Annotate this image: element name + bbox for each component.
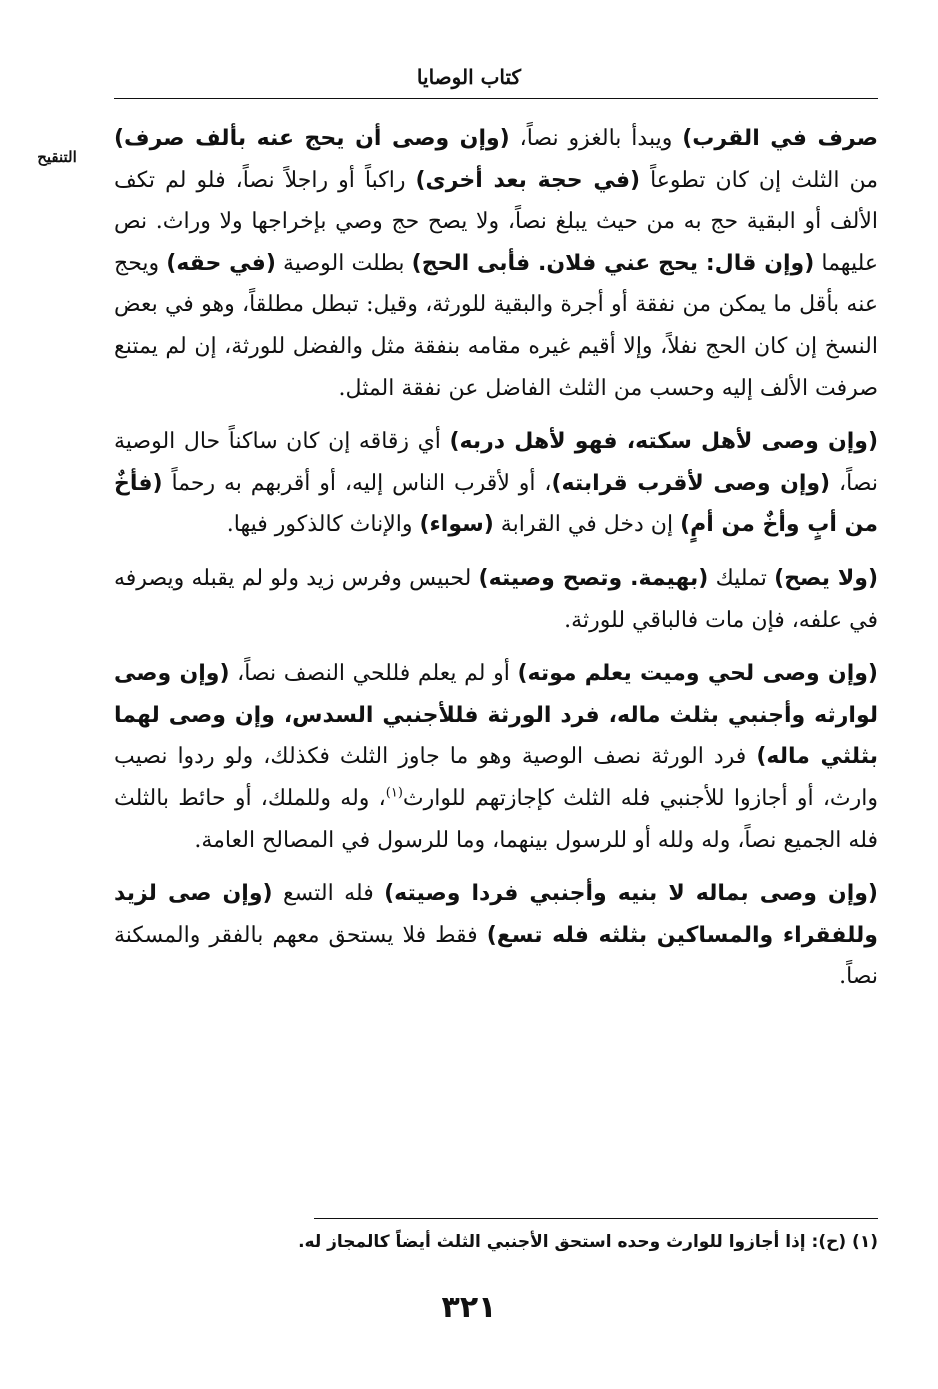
matn-text: (وإن قال: يحج عني فلان. فأبى الحج)	[411, 250, 815, 276]
paragraph	[114, 118, 878, 409]
commentary-text: فقط فلا يستحق معهم بالفقر والمسكنة نصاً.	[114, 922, 878, 990]
matn-text: (وإن وصى لأهل سكته، فهو لأهل دربه)	[449, 429, 879, 455]
commentary-text: ويبدأ بالغزو نصاً،	[509, 126, 683, 151]
footnote: (١) (ح): إذا أجازوا للوارث وحده استحق الأجنبي الثلث أيضاً كالمجاز له.	[298, 1232, 878, 1252]
page-number: ٣٢١	[441, 1290, 497, 1325]
commentary-text: والإناث كالذكور فيها.	[226, 512, 420, 538]
matn-text: (ولا يصح)	[774, 565, 878, 591]
commentary-text: أو لم يعلم فللحي النصف نصاً،	[229, 661, 518, 687]
matn-text: (في حقه)	[166, 250, 276, 276]
matn-text: صرف في القرب)	[682, 126, 879, 151]
matn-text: (وإن وصى لوارثه وأجنبي بثلث ماله، فرد الورثة فللأجنبي السدس، وإن وصى لهما بثلثي ماله)	[114, 661, 878, 770]
paragraph	[114, 558, 878, 641]
matn-text: (في حجة بعد أخرى)	[415, 167, 641, 193]
matn-text: (وإن وصى أن يحج عنه بألف صرف)	[114, 126, 510, 151]
main-text-body	[114, 118, 878, 1010]
matn-text: (فأخٌ من أبٍ وأخٌ من أمٍ)	[114, 470, 878, 538]
commentary-text: راكباً أو راجلاً نصاً، فلو لم تكف الألف أو البقية حج به من حيث يبلغ نصاً، ولا يصح حج وصي بإخراجها ولا وراث. نص عليهما	[114, 167, 878, 276]
paragraph	[114, 653, 878, 861]
commentary-text: ، وله وللملك، أو حائط بالثلث فله الجميع نصاً، وله ولله أو للرسول بينهما، وما للرسول في المصالح العامة.	[114, 785, 878, 853]
margin-label: التنقيح	[37, 148, 77, 166]
matn-text: (وإن صى لزيد وللفقراء والمساكين بثلثه فله تسع)	[114, 881, 878, 948]
running-header-title: كتاب الوصايا	[416, 65, 522, 89]
matn-text: (وإن وصى لأقرب قرابته)	[551, 470, 831, 496]
commentary-text: أي زقاقه إن كان ساكناً حال الوصية نصاً،	[114, 429, 878, 496]
commentary-text: لحبيس وفرس زيد ولو لم يقبله ويصرفه في علفه، فإن مات فالباقي للورثة.	[114, 565, 878, 633]
commentary-text: إن دخل في القرابة	[493, 512, 681, 538]
matn-text: (بهيمة. وتصح وصيته)	[478, 565, 709, 591]
footnote-marker: (١)	[385, 785, 403, 801]
matn-text: (وإن وصى لحي وميت يعلم موته)	[517, 661, 878, 687]
matn-text: (وإن وصى بماله لا بنيه وأجنبي فردا وصيته)	[384, 881, 878, 907]
commentary-text: فرد الورثة نصف الوصية وهو ما جاوز الثلث فكذلك، ولو ردوا نصيب وارث، أو أجازوا للأجنبي فله الثلث كإجازتهم للوارث	[114, 744, 878, 811]
commentary-text: من الثلث إن كان تطوعاً	[640, 167, 879, 193]
paragraph	[114, 421, 878, 546]
commentary-text: ، أو لأقرب الناس إليه، أو أقربهم به رحماً	[162, 470, 552, 496]
commentary-text: ويحج عنه بأقل ما يمكن من نفقة أو أجرة والبقية للورثة، وقيل: تبطل مطلقاً، وهو في بعض النسخ إن كان الحج نفلاً، وإلا أقيم غيره مقامه بنفقة مثل والفضل للورثة، إن لم يمتنع صرفت الألف إليه وحسب من الثلث الفاضل عن نفقة المثل.	[114, 250, 878, 401]
header-divider	[114, 98, 878, 99]
footnote-divider	[314, 1218, 878, 1219]
commentary-text: فله التسع	[272, 881, 385, 907]
paragraph	[114, 873, 878, 998]
matn-text: (سواء)	[419, 512, 494, 538]
commentary-text: بطلت الوصية	[275, 250, 412, 276]
commentary-text: تمليك	[708, 565, 775, 591]
